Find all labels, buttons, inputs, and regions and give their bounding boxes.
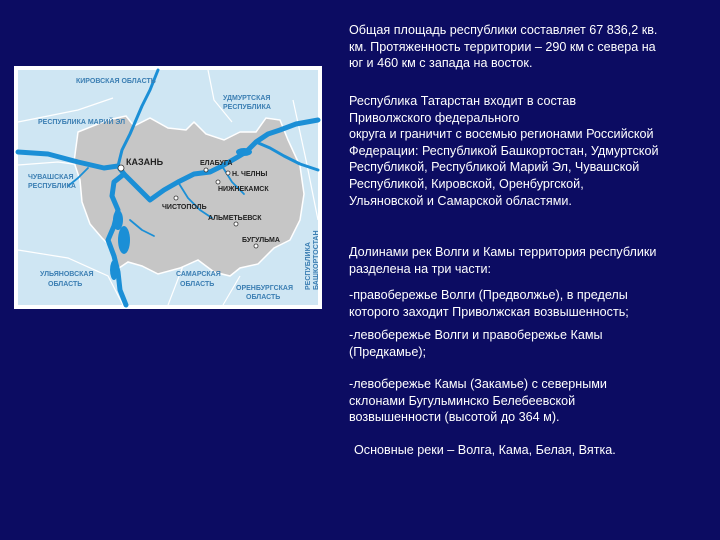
label-chuvash-1: ЧУВАШСКАЯ <box>28 174 74 181</box>
part-predkamye: -левобережье Волги и правобережье Камы (Предкамье); <box>349 328 603 359</box>
label-udmurt-1: УДМУРТСКАЯ <box>223 95 271 102</box>
label-samara-2: ОБЛАСТЬ <box>180 281 215 288</box>
label-elabuga: ЕЛАБУГА <box>200 160 233 167</box>
label-bashkort-2: БАШКОРТОСТАН <box>313 230 320 290</box>
label-bashkort-1: РЕСПУБЛИКА <box>305 242 312 290</box>
valleys-paragraph: Долинами рек Волги и Камы территория республики разделена на три части: <box>349 245 657 276</box>
label-chuvash-2: РЕСПУБЛИКА <box>28 183 76 190</box>
label-udmurt-2: РЕСПУБЛИКА <box>223 104 271 111</box>
label-chelny: Н. ЧЕЛНЫ <box>232 171 268 178</box>
label-samara-1: САМАРСКАЯ <box>176 271 221 278</box>
part-zakamye: -левобережье Камы (Закамье) с северными склонами Бугульминско Белебеевской возвышенности (высотой до 364 м). <box>349 377 607 425</box>
label-orenburg-1: ОРЕНБУРГСКАЯ <box>236 285 294 292</box>
label-almetyevsk: АЛЬМЕТЬЕВСК <box>208 215 262 222</box>
label-chistopol: ЧИСТОПОЛЬ <box>162 204 207 211</box>
label-ulyanovsk-1: УЛЬЯНОВСКАЯ <box>40 271 94 278</box>
label-orenburg-2: ОБЛАСТЬ <box>246 294 281 301</box>
part-predvolzhye: -правобережье Волги (Предволжье), в пределы которого заходит Приволжская возвышенность; <box>349 288 629 319</box>
rivers-paragraph: Основные реки – Волга, Кама, Белая, Вятка. <box>354 443 616 457</box>
map-graphic <box>18 70 318 305</box>
tatarstan-map <box>14 66 322 309</box>
label-bugulma: БУГУЛЬМА <box>242 237 280 244</box>
label-ulyanovsk-2: ОБЛАСТЬ <box>48 281 83 288</box>
borders-paragraph: Республика Татарстан входит в состав Приволжского федерального округа и граничит с восемью регионами Российской Федерации: Республикой Башкортостан, Удмуртской Республикой, Республикой Марий Эл, Чувашской Республикой, Кировской, Оренбургской, Ульяновской и Самарской областями. <box>349 94 659 208</box>
label-kirov: КИРОВСКАЯ ОБЛАСТЬ <box>76 78 156 85</box>
label-nizhnekamsk: НИЖНЕКАМСК <box>218 186 269 193</box>
label-mari: РЕСПУБЛИКА МАРИЙ ЭЛ <box>38 119 126 126</box>
area-paragraph: Общая площадь республики составляет 67 836,2 кв. км. Протяженность территории – 290 км с севера на юг и 460 км с запада на восток. <box>349 23 658 71</box>
label-kazan: КАЗАНЬ <box>126 157 164 167</box>
